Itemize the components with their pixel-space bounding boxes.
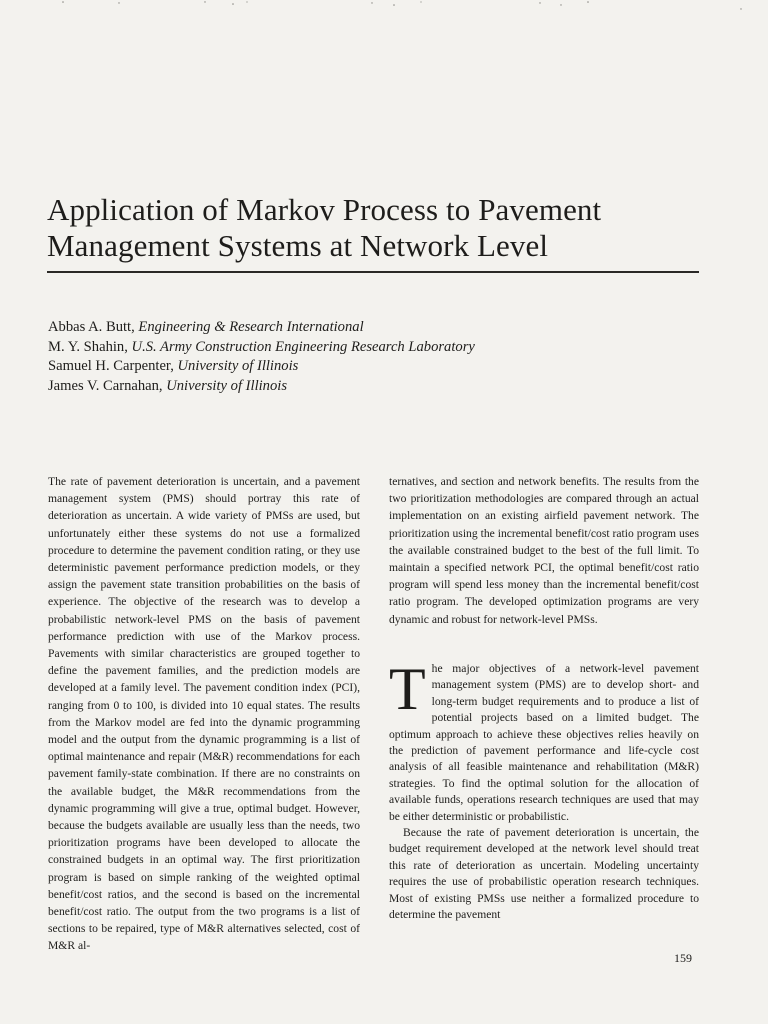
abstract-continuation: ternatives, and section and network benefits. The results from the two prioritization methodologies are compared through an actual implementation on an existing airfield pavement network. The prioritization using the incremental benefit/cost ratio program uses the available constrained budget to the best of the full limit. To maintain a specified network PCI, the optimal benefit/cost ratio program will spend less money than the incremental benefit/cost ratio program. The developed optimization programs are very dynamic and robust for network-level PMSs. bbox=[389, 475, 699, 626]
article-title bbox=[47, 192, 707, 264]
author-list bbox=[48, 318, 708, 396]
author-line bbox=[48, 338, 708, 358]
author-name: James V. Carnahan, bbox=[48, 377, 167, 394]
scan-specks bbox=[0, 0, 768, 20]
drop-cap: T bbox=[389, 656, 426, 722]
author-name: Samuel H. Carpenter, bbox=[48, 358, 178, 375]
author-line bbox=[48, 357, 708, 377]
author-line bbox=[48, 377, 708, 397]
title-rule bbox=[47, 271, 699, 273]
author-affiliation: U.S. Army Construction Engineering Research Laboratory bbox=[131, 338, 475, 355]
intro-paragraph-2: Because the rate of pavement deterioration is uncertain, the budget requirement developed at the network level should treat this rate of deterioration as uncertain. Modeling uncertainty requires the use of probabilistic operation research techniques. Most of existing PMSs use neither a formalized procedure to determine the pavement bbox=[389, 826, 699, 922]
page-number: 159 bbox=[674, 951, 692, 965]
abstract-column-2 bbox=[389, 473, 699, 628]
intro-paragraph-1-text: he major objectives of a network-level pavement management system (PMS) are to develop short- and long-term budget requirements and to produce a list of potential projects based on a limited budget. The optimum approach to achieve these objectives relies heavily on the prediction of pavement performance and life-cycle cost analysis of all feasible maintenance and rehabilitation (M&R) strategies. To find the optimal solution for the allocation of available funds, operations research techniques are used that may be either deterministic or probabilistic. bbox=[389, 662, 699, 823]
author-name: Abbas A. Butt, bbox=[48, 319, 139, 335]
author-affiliation: Engineering & Research International bbox=[138, 319, 364, 335]
title-line-1: Application of Markov Process to Pavement bbox=[47, 192, 602, 227]
author-line bbox=[48, 318, 708, 338]
author-affiliation: University of Illinois bbox=[166, 377, 288, 394]
intro-paragraph-1 bbox=[389, 656, 699, 825]
author-affiliation: University of Illinois bbox=[177, 358, 299, 375]
title-line-2: Management Systems at Network Level bbox=[47, 228, 549, 263]
introduction bbox=[389, 656, 699, 924]
abstract-column-1: The rate of pavement deterioration is uncertain, and a pavement management system (PMS) should portray this rate of deterioration as uncertain. A wide variety of PMSs are used, but unfortunately either these systems do not use a formalized procedure to determine the pavement condition rating, or they use deterministic pavement performance prediction models, or they assign the pavement state transition probabilities on the basis of experience. The objective of the research was to develop a probabilistic network-level PMS on the basis of pavement performance prediction with use of the Markov process. Pavements with similar characteristics are grouped together to define the pavement families, and the prediction models are developed at a family level. The pavement condition index (PCI), ranging from 0 to 100, is divided into 10 equal states. The results from the Markov model are fed into the dynamic programming model and the output from the dynamic programming is a list of optimal maintenance and repair (M&R) recommendations for each pavement family-state combination. If there are no constraints on the available budget, the M&R recommendations from the dynamic programming will give a true, optimal budget. However, because the budgets available are usually less than the needs, two prioritization programs have been developed to allocate the constrained budgets in an optimal way. The first prioritization program is based on simple ranking of the weighted optimal benefit/cost ratios, and the second is based on the incremental benefit/cost ratio. The output from the two programs is a list of sections to be repaired, type of M&R alternatives selected, cost of M&R al- bbox=[48, 475, 360, 953]
author-name: M. Y. Shahin, bbox=[48, 338, 132, 355]
